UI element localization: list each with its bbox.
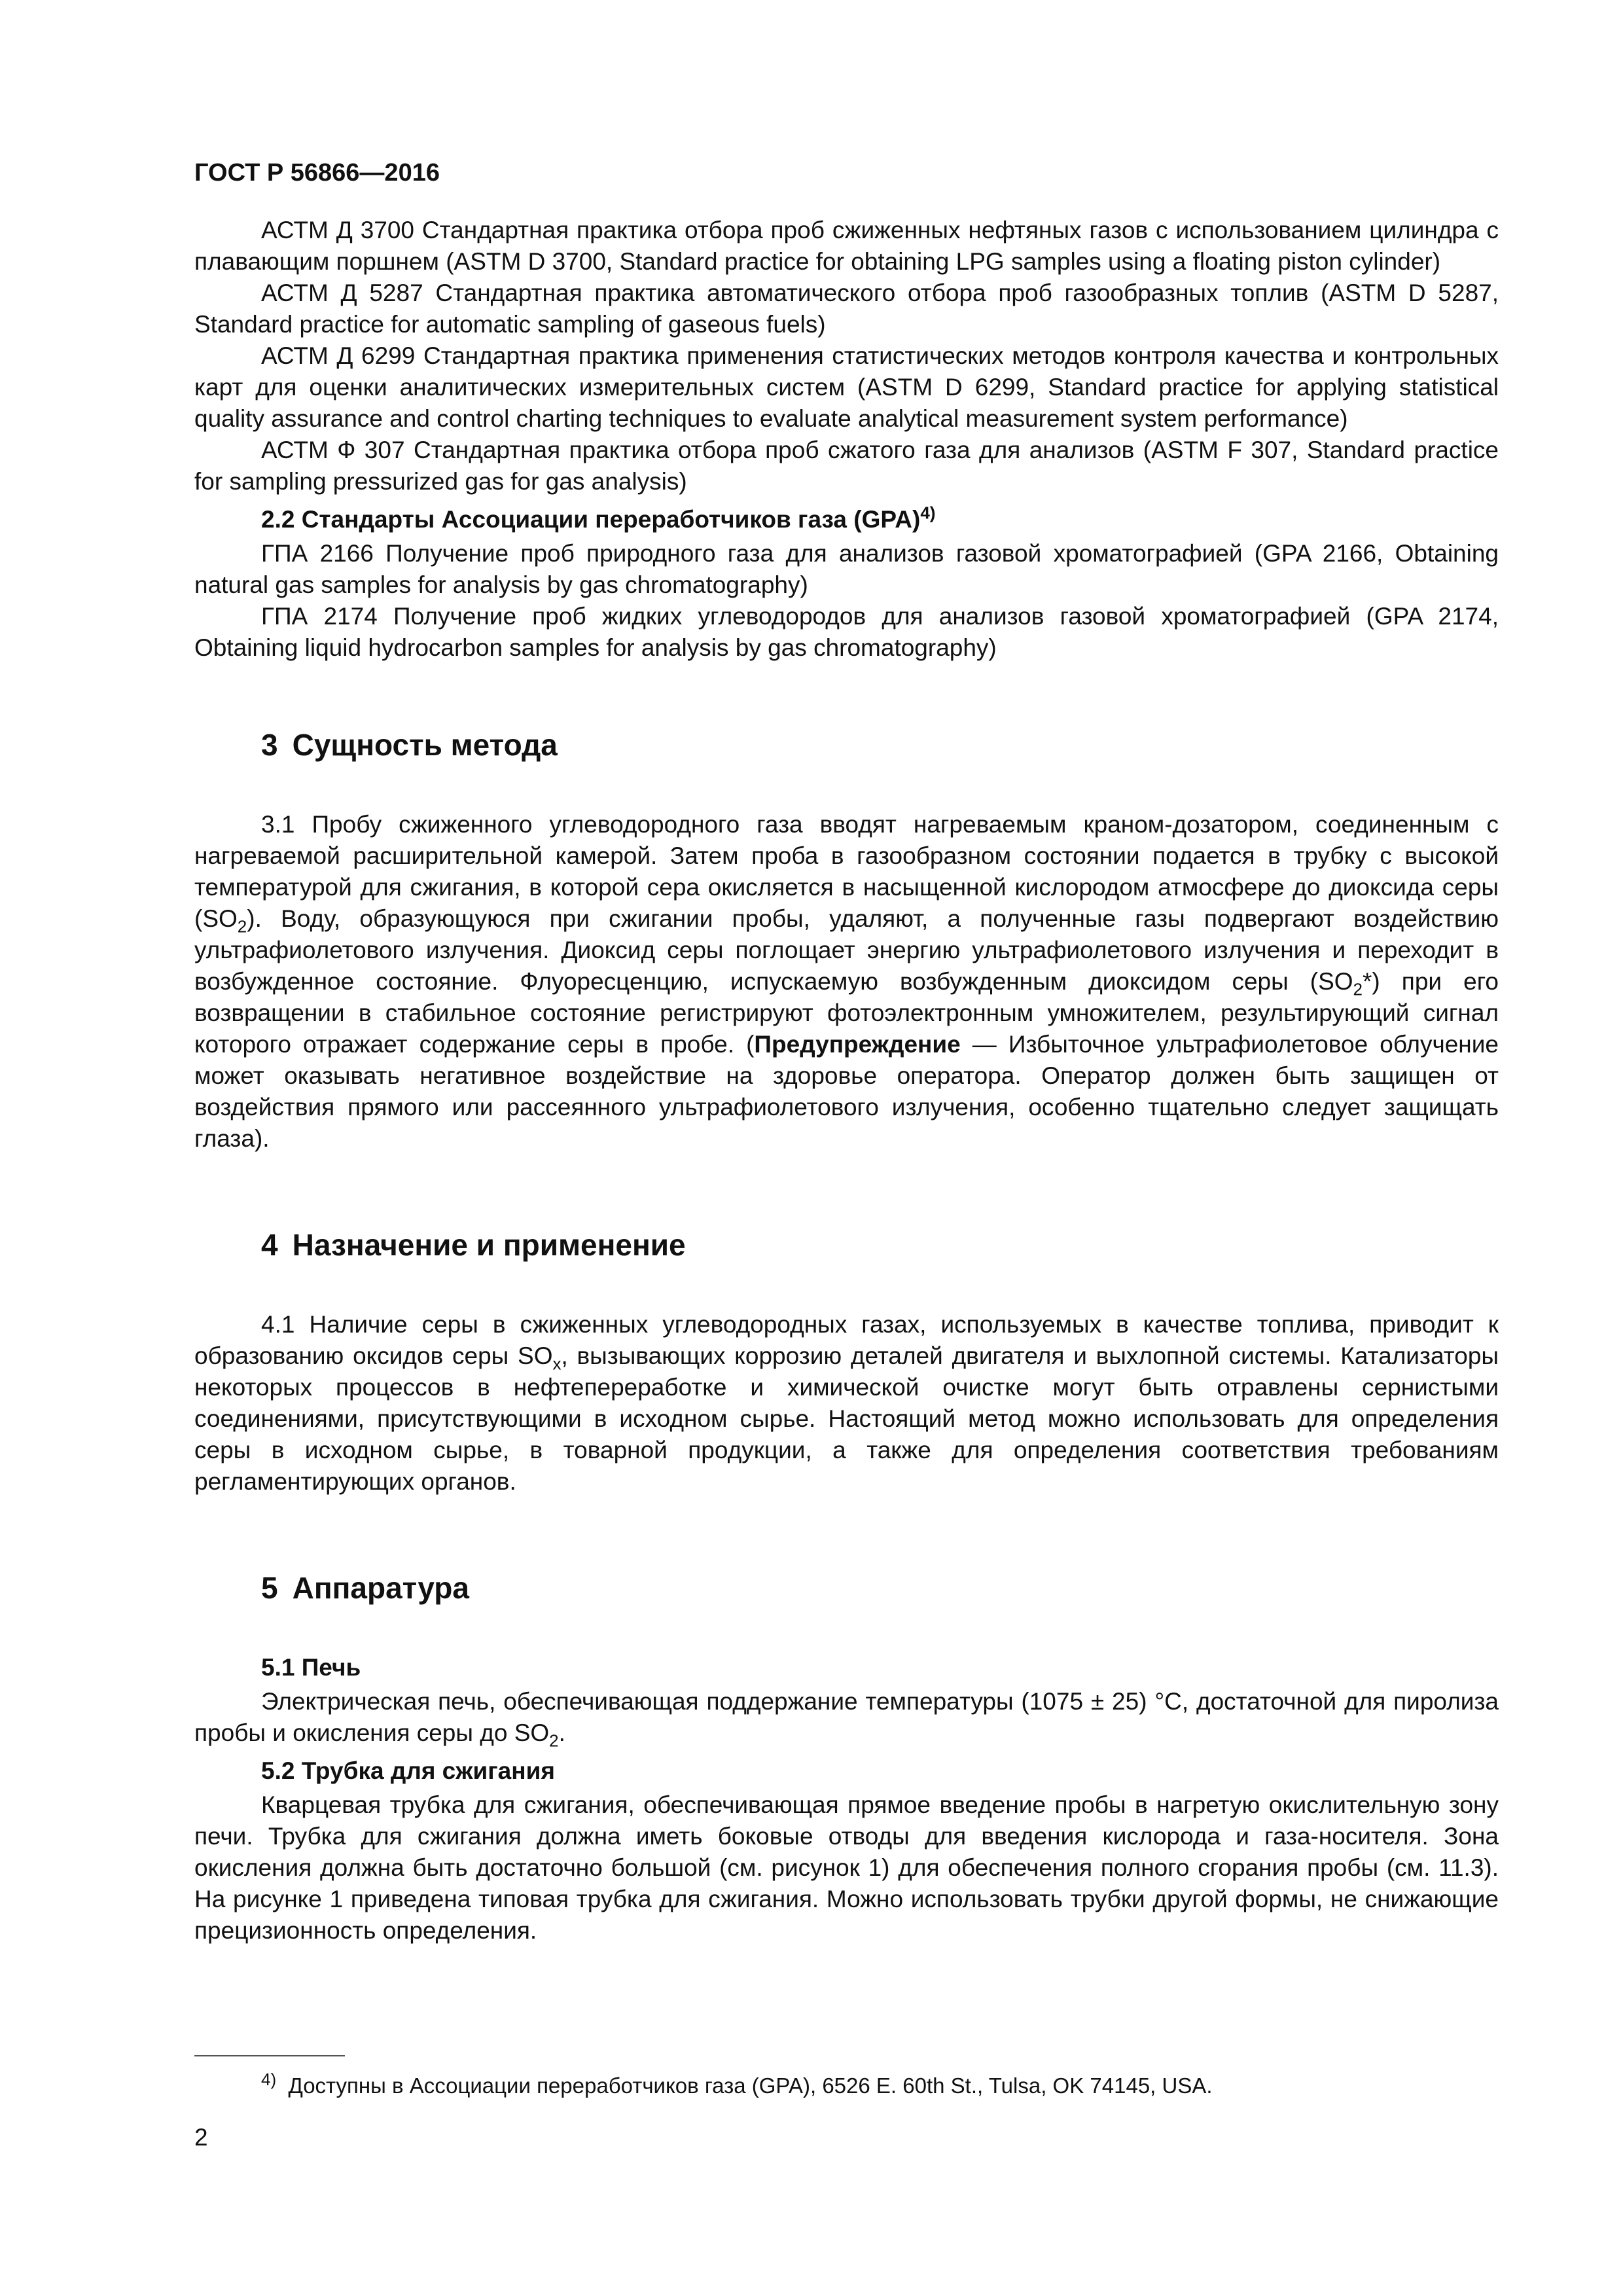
section-title: Аппаратура [292,1571,469,1605]
text-run: . [558,1719,565,1746]
reference-gpa-2166: ГПА 2166 Получение проб природного газа для анализов газовой хроматографией (GPA 2166, Obtaining natural gas samples for analysis by gas chromatography) [194,540,1499,598]
section-number: 5 [261,1571,278,1605]
paragraph-5-1 [194,1686,1499,1749]
text-run: 4.1 Наличие серы в сжиженных углеводородных газах, используемых в качестве топлива, приводит к образованию оксидов серы SO [194,1311,1499,1369]
subscript: 2 [549,1731,559,1751]
reference-astm-d6299: АСТМ Д 6299 Стандартная практика применения статистических методов контроля качества и контрольных карт для оценки аналитических измерительных систем (ASTM D 6299, Standard practice for applying statistical quality assurance and control charting techniques to evaluate analytical measurement system performance) [194,342,1499,432]
gpa-heading-text: 2.2 Стандарты Ассоциации переработчиков газа (GPA) [261,506,921,533]
paragraph-5-2: Кварцевая трубка для сжигания, обеспечивающая прямое введение пробы в нагретую окислительную зону печи. Трубка для сжигания должна иметь боковые отводы для введения кислорода и газа-носителя. Зона окисления должна быть достаточно большой (см. рисунок 1) для обеспечения полного сгорания пробы (см. 11.3). На рисунке 1 приведена типовая трубка для сжигания. Можно использовать трубки другой формы, не снижающие прецизионность определения. [194,1791,1499,1944]
section-number: 3 [261,728,278,762]
subscript: 2 [1353,979,1363,999]
reference-astm-f307: АСТМ Ф 307 Стандартная практика отбора проб сжатого газа для анализов (ASTM F 307, Standard practice for sampling pressurized gas for gas analysis) [194,437,1499,495]
text-run: Электрическая печь, обеспечивающая поддержание температуры (1075 ± 25) °С, достаточной для пиролиза пробы и окисления серы до SO [194,1688,1499,1746]
document-id: ГОСТ Р 56866—2016 [194,159,440,187]
reference-astm-d5287: АСТМ Д 5287 Стандартная практика автоматического отбора проб газообразных топлив (ASTM D 5287, Standard practice for automatic sampling of gaseous fuels) [194,279,1499,338]
footnote-divider [194,2055,345,2056]
subscript: 2 [237,916,247,937]
footnote [261,2072,1491,2100]
subscript: x [552,1354,562,1374]
footnote-text: Доступны в Ассоциации переработчиков газа (GPA), 6526 E. 60th St., Tulsa, OK 74145, USA. [288,2073,1213,2098]
paragraph-3-1 [194,809,1499,1155]
reference-astm-d3700: АСТМ Д 3700 Стандартная практика отбора проб сжиженных нефтяных газов с использованием цилиндра с плавающим поршнем (ASTM D 3700, Standard practice for obtaining LPG samples using a floating piston cylinder) [194,217,1499,275]
subsection-heading-5-2: 5.2 Трубка для сжигания [261,1757,555,1784]
footnote-mark: 4) [261,2070,277,2089]
section-title: Назначение и применение [292,1228,686,1262]
section-title: Сущность метода [292,728,558,762]
text-run: ). Воду, образующуюся при сжигании пробы, удаляют, а полученные газы подвергают воздействию ультрафиолетового излучения. Диоксид серы поглощает энергию ультрафиолетового излучения и переходит в возбужденное состояние. Флуоресценцию, испускаемую возбужденным диоксидом серы (SO [194,905,1499,995]
page-number: 2 [194,2124,208,2151]
paragraph-4-1 [194,1309,1499,1498]
footnote-ref: 4) [920,503,936,523]
section-number: 4 [261,1228,278,1262]
section-heading-4 [194,1227,1499,1263]
warning-label: Предупреждение [754,1031,961,1058]
subsection-heading-5-1: 5.1 Печь [261,1654,361,1681]
text-run: 3.1 Пробу сжиженного углеводородного газа вводят нагреваемым краном-дозатором, соединенным с нагреваемой расширительной камерой. Затем проба в газообразном состоянии подается в трубку с высокой температурой для сжигания, в которой сера окисляется в насыщенной кислородом атмосфере до диоксида серы (SO [194,811,1499,932]
reference-gpa-2174: ГПА 2174 Получение проб жидких углеводородов для анализов газовой хроматографией (GPA 2174, Obtaining liquid hydrocarbon samples for analysis by gas chromatography) [194,603,1499,661]
document-page [194,157,1499,1946]
text-run: , вызывающих коррозию деталей двигателя и выхлопной системы. Катализаторы некоторых процессов в нефтепереработке и химической очистке могут быть отравлены сернистыми соединениями, присутствующими в исходном сырье. Настоящий метод можно использовать для определения серы в исходном сырье, в товарной продукции, а также для определения соответствия требованиям регламентирующих органов. [194,1342,1499,1495]
text-run: — Избыточное ультрафиолетовое облучение может оказывать негативное воздействие на здоровье оператора. Оператор должен быть защищен от воздействия прямого или рассеянного ультрафиолетового излучения, особенно тщательно следует защищать глаза). [194,1031,1499,1152]
section-heading-3 [194,726,1499,763]
section-heading-5 [194,1570,1499,1606]
text-run: *) при его возвращении в стабильное состояние регистрируют фотоэлектронным умножителем, результирующий сигнал которого отражает содержание серы в пробе. ( [194,968,1499,1058]
subsection-heading-gpa [194,504,1499,535]
